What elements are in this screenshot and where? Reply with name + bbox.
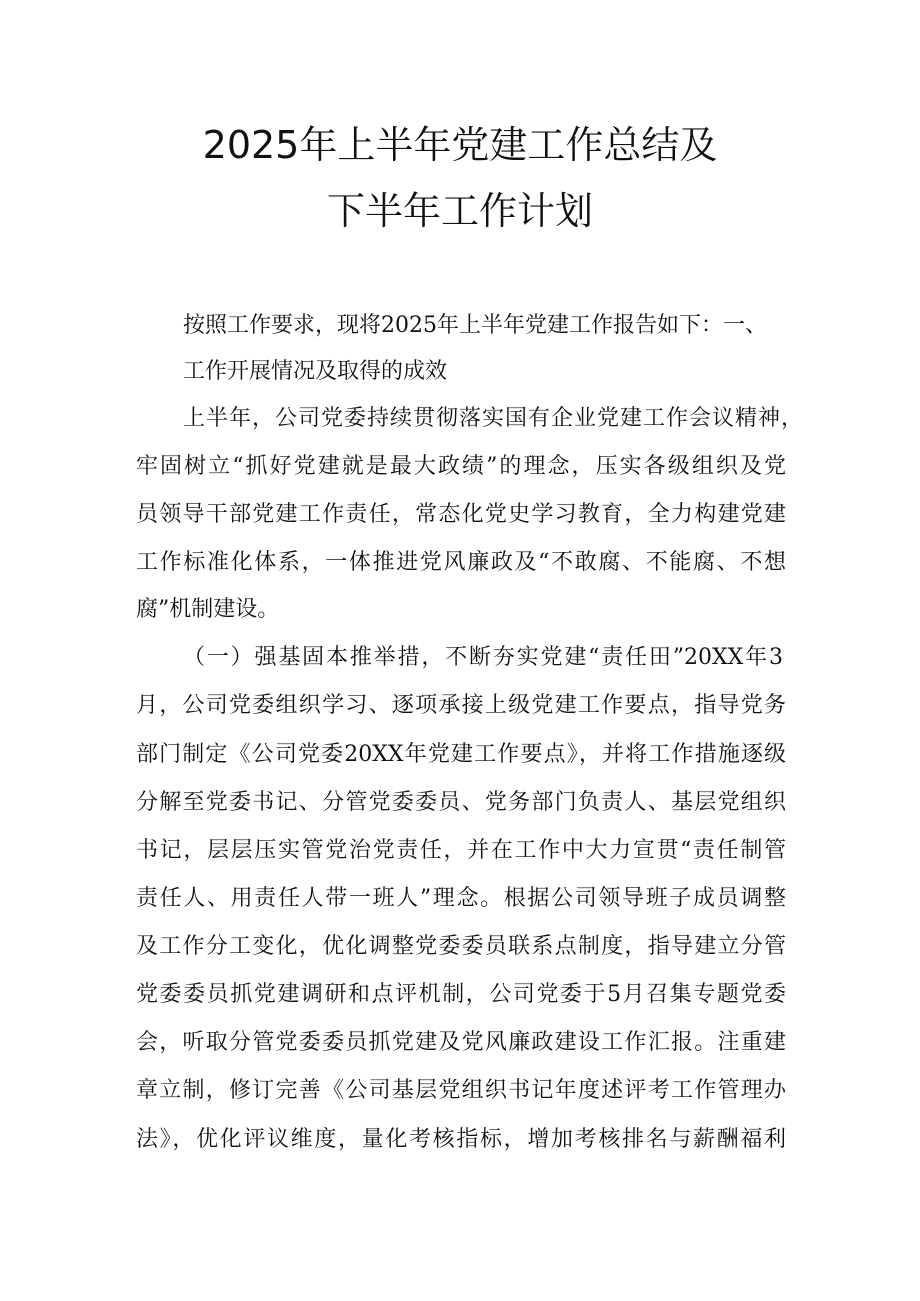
paragraph-line: 员领导干部党建工作责任，常态化党史学习教育，全力构建党建 — [136, 502, 786, 527]
paragraph-line: 腐”机制建设。 — [136, 597, 280, 622]
paragraph-line: 部门制定《公司党委20XX年党建工作要点》，并将工作措施逐级 — [136, 742, 786, 767]
paragraph-line: 分解至党委书记、分管党委委员、党务部门负责人、基层党组织 — [136, 790, 786, 815]
section-heading: 工作开展情况及取得的成效 — [183, 359, 448, 384]
paragraph-line: 上半年，公司党委持续贯彻落实国有企业党建工作会议精神， — [183, 406, 803, 431]
paragraph-line: 工作标准化体系，一体推进党风廉政及“不敢腐、不能腐、不想 — [136, 550, 786, 575]
paragraph-line: 责任人、用责任人带一班人”理念。根据公司领导班子成员调整 — [136, 886, 786, 911]
paragraph-line: 法》，优化评议维度，量化考核指标，增加考核排名与薪酬福利 — [136, 1127, 786, 1152]
paragraph-line: 牢固树立“抓好党建就是最大政绩”的理念，压实各级组织及党 — [136, 454, 786, 479]
document-title-line-1: 2025年上半年党建工作总结及 — [202, 123, 718, 167]
paragraph-line: 党委委员抓党建调研和点评机制，公司党委于5月召集专题党委 — [136, 982, 786, 1007]
paragraph-line: 及工作分工变化，优化调整党委委员联系点制度，指导建立分管 — [136, 934, 786, 959]
paragraph-line: 书记，层层压实管党治党责任，并在工作中大力宣贯“责任制管 — [136, 838, 786, 863]
paragraph-line: 会，听取分管党委委员抓党建及党风廉政建设工作汇报。注重建 — [136, 1030, 786, 1055]
paragraph-line: 月，公司党委组织学习、逐项承接上级党建工作要点，指导党务 — [136, 693, 786, 718]
paragraph-line: （一）强基固本推举措，不断夯实党建“责任田”20XX年3 — [183, 645, 783, 670]
paragraph-line: 章立制，修订完善《公司基层党组织书记年度述评考工作管理办 — [136, 1078, 786, 1103]
intro-text: 按照工作要求，现将2025年上半年党建工作报告如下：一、 — [183, 313, 767, 338]
document-title-line-2: 下半年工作计划 — [326, 189, 593, 233]
